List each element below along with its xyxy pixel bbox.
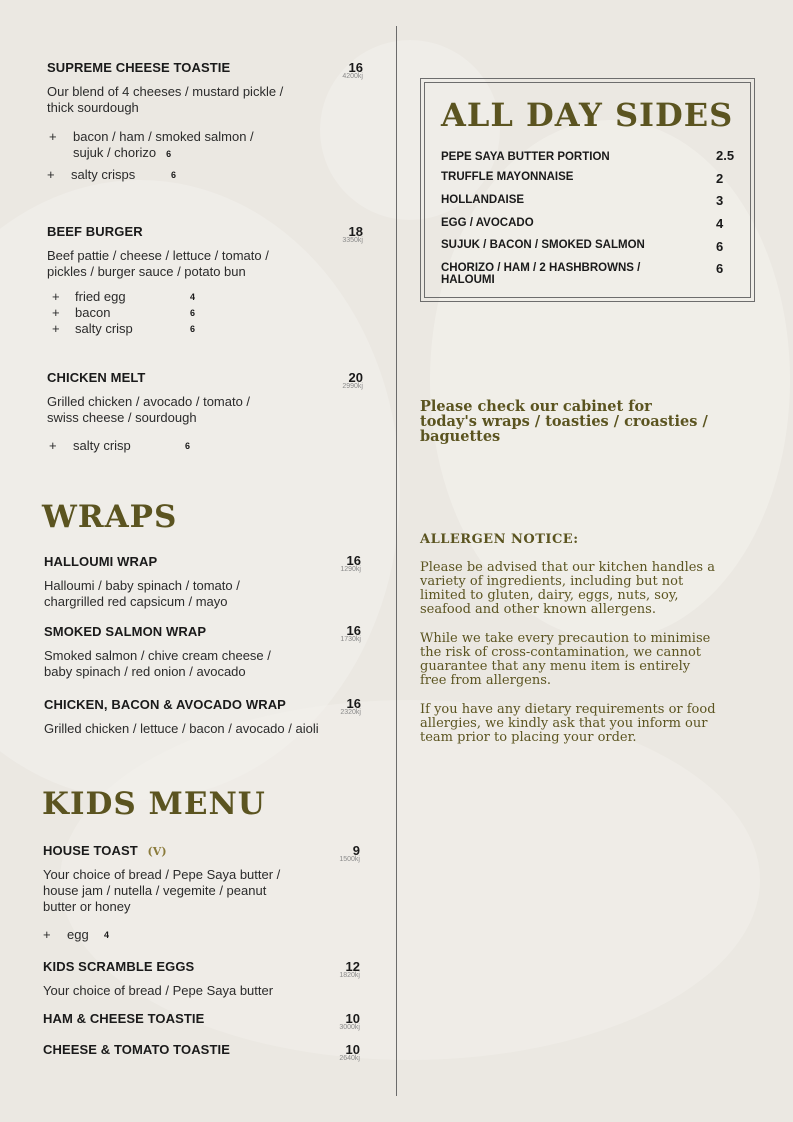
side-item-price: 2.5 — [716, 148, 735, 163]
item-price: 9 — [352, 843, 360, 858]
side-item-price: 6 — [716, 239, 724, 254]
item-kj: 2320kj — [340, 709, 361, 716]
allergen-title: ALLERGEN NOTICE: — [420, 532, 579, 547]
side-item-name: TRUFFLE MAYONNAISE — [441, 171, 574, 183]
item-price: 10 — [345, 1042, 360, 1057]
item-description: Our blend of 4 cheeses / mustard pickle / thick sourdough — [47, 84, 284, 115]
item-description: Your choice of bread / Pepe Saya butter — [43, 983, 274, 998]
item-name: HAM & CHEESE TOASTIE — [43, 1011, 205, 1026]
item-price: 20 — [348, 370, 363, 385]
section-heading-kids-menu: KIDS MENU — [42, 786, 266, 822]
addon-plus: + — [49, 438, 57, 453]
addon-label: bacon — [75, 305, 111, 320]
addon-label: salty crisps — [71, 167, 136, 182]
item-price: 16 — [346, 623, 361, 638]
addon-price: 6 — [171, 170, 177, 180]
allergen-paragraph: If you have any dietary requirements or food allergies, we kindly ask that you inform our team prior to placing your order. — [420, 702, 716, 745]
section-heading-wraps: WRAPS — [42, 499, 178, 535]
item-price: 16 — [348, 60, 363, 75]
item-name: SUPREME CHEESE TOASTIE — [47, 60, 231, 75]
item-price: 12 — [345, 959, 360, 974]
item-description: Grilled chicken / avocado / tomato / swiss cheese / sourdough — [47, 394, 251, 425]
allergen-paragraph: Please be advised that our kitchen handles a variety of ingredients, including but not limited to gluten, dairy, eggs, nuts, soy, seafood and other known allergens. — [420, 560, 715, 617]
side-item-price: 6 — [716, 261, 724, 276]
addon-price: 4 — [190, 292, 196, 302]
item-price: 16 — [346, 553, 361, 568]
addon-price: 4 — [104, 930, 110, 940]
side-item-name: HOLLANDAISE — [441, 194, 525, 206]
item-kj: 2990kj — [342, 383, 363, 390]
item-name: BEEF BURGER — [47, 224, 143, 239]
item-kj: 4200kj — [342, 73, 363, 80]
item-name: CHEESE & TOMATO TOASTIE — [43, 1042, 230, 1057]
addon-price: 6 — [190, 308, 196, 318]
side-item-name: CHORIZO / HAM / 2 HASHBROWNS / HALOUMI — [441, 262, 641, 286]
addon-label: salty crisp — [73, 438, 131, 453]
addon-plus: + — [43, 927, 51, 942]
item-name: CHICKEN MELT — [47, 370, 146, 385]
addon-plus: + — [47, 167, 55, 182]
item-name: CHICKEN, BACON & AVOCADO WRAP — [44, 697, 286, 712]
vegetarian-badge: (V) — [147, 845, 167, 858]
item-kj: 3350kj — [342, 237, 363, 244]
addon-price: 6 — [185, 441, 191, 451]
item-description: Halloumi / baby spinach / tomato / chargrilled red capsicum / mayo — [44, 578, 240, 609]
section-heading-all-day-sides: ALL DAY SIDES — [441, 96, 734, 134]
item-name: HOUSE TOAST (V) — [43, 843, 167, 858]
allergen-paragraph: While we take every precaution to minimise the risk of cross-contamination, we cannot guarantee that any menu item is entirely free from allergens. — [420, 631, 711, 688]
column-divider — [396, 26, 397, 1096]
item-price: 10 — [345, 1011, 360, 1026]
item-price: 16 — [346, 696, 361, 711]
side-item-name: EGG / AVOCADO — [441, 217, 534, 229]
addon-plus: + — [52, 305, 60, 320]
item-description: Grilled chicken / lettuce / bacon / avocado / aioli — [44, 721, 319, 736]
addon-plus: + — [52, 321, 60, 336]
addon-plus: + — [49, 129, 57, 144]
side-item-price: 3 — [716, 193, 724, 208]
side-item-price: 4 — [716, 216, 724, 231]
item-kj: 1820kj — [339, 972, 360, 979]
cabinet-note: Please check our cabinet for today's wraps / toasties / croasties / baguettes — [420, 398, 708, 445]
item-name: SMOKED SALMON WRAP — [44, 624, 207, 639]
addon-label: egg — [67, 927, 89, 942]
item-kj: 1730kj — [340, 636, 361, 643]
item-description: Smoked salmon / chive cream cheese / baby spinach / red onion / avocado — [44, 648, 271, 679]
item-kj: 2640kj — [339, 1055, 360, 1062]
item-name: HALLOUMI WRAP — [44, 554, 158, 569]
item-kj: 1500kj — [339, 856, 360, 863]
addon-label: salty crisp — [75, 321, 133, 336]
addon-plus: + — [52, 289, 60, 304]
item-description: Beef pattie / cheese / lettuce / tomato / pickles / burger sauce / potato bun — [47, 248, 269, 279]
addon-label: fried egg — [75, 289, 126, 304]
addon-price: 6 — [166, 149, 172, 159]
item-price: 18 — [348, 224, 363, 239]
side-item-price: 2 — [716, 171, 724, 186]
addon-label: bacon / ham / smoked salmon / sujuk / chorizo 6 — [73, 129, 254, 160]
side-item-name: PEPE SAYA BUTTER PORTION — [441, 151, 610, 163]
addon-price: 6 — [190, 324, 196, 334]
item-kj: 1290kj — [340, 566, 361, 573]
item-description: Your choice of bread / Pepe Saya butter / house jam / nutella / vegemite / peanut butter or honey — [43, 867, 281, 914]
item-kj: 3000kj — [339, 1024, 360, 1031]
item-name: KIDS SCRAMBLE EGGS — [43, 959, 195, 974]
side-item-name: SUJUK / BACON / SMOKED SALMON — [441, 239, 645, 251]
